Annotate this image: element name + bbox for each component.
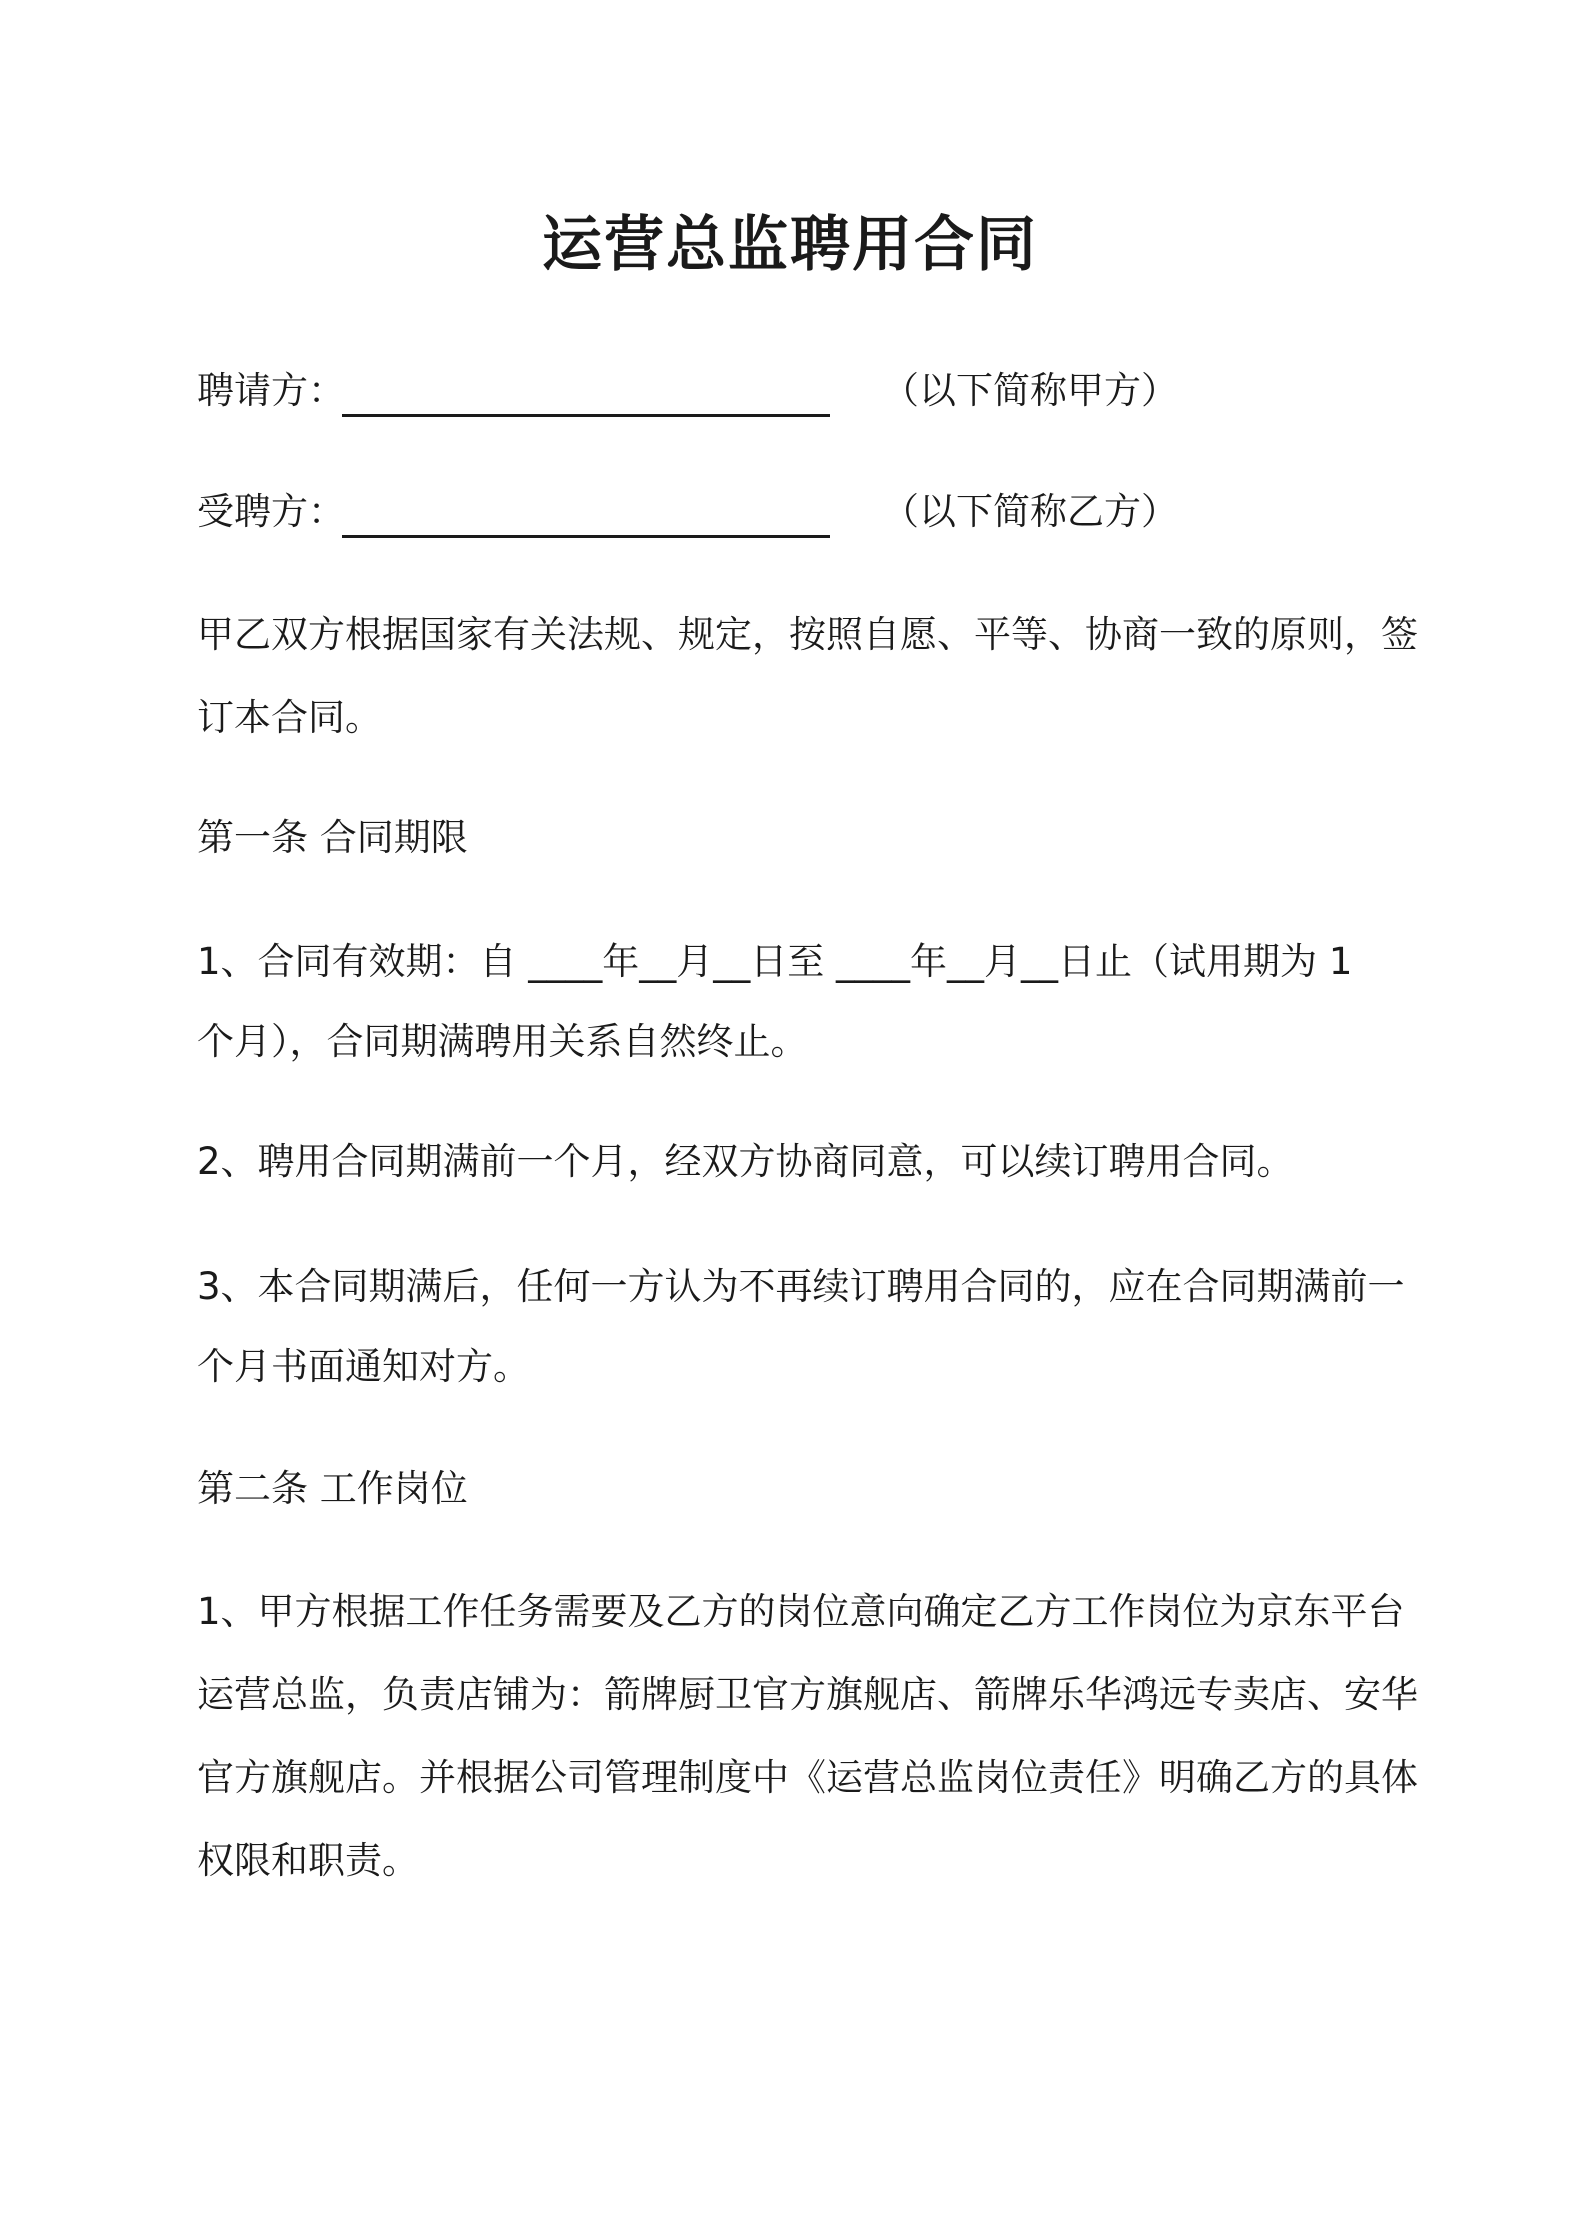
employer-row [197,366,1178,416]
article1-clause1-line-2: 个月），合同期满聘用关系自然终止。 [197,1020,808,1063]
article2-clause1-line-2: 运营总监，负责店铺为：箭牌厨卫官方旗舰店、箭牌乐华鸿远专卖店、安华 [197,1673,1418,1716]
preamble-line-1: 甲乙双方根据国家有关法规、规定，按照自愿、平等、协商一致的原则，签 [197,613,1418,656]
employee-blank-line [342,535,830,538]
employee-label: 受聘方： [197,490,345,533]
employer-note: （以下简称甲方） [882,369,1178,412]
article2-clause1-line-1: 1、甲方根据工作任务需要及乙方的岗位意向确定乙方工作岗位为京东平台 [197,1590,1405,1633]
employer-blank-line [342,414,830,417]
article1-clause1-line-1: 1、合同有效期：自 ____年__月__日至 ____年__月__日止（试用期为 1 [197,940,1353,983]
article2-clause1-line-3: 官方旗舰店。并根据公司管理制度中《运营总监岗位责任》明确乙方的具体 [197,1756,1418,1799]
article1-heading: 第一条 合同期限 [197,816,468,859]
article2-clause1-line-4: 权限和职责。 [197,1839,419,1882]
article2-heading: 第二条 工作岗位 [197,1467,468,1510]
employer-label: 聘请方： [197,369,345,412]
contract-title: 运营总监聘用合同 [542,210,1038,280]
employee-row [197,487,1178,537]
employee-note: （以下简称乙方） [882,490,1178,533]
article1-clause3-line-2: 个月书面通知对方。 [197,1345,530,1388]
article1-clause3-line-1: 3、本合同期满后，任何一方认为不再续订聘用合同的，应在合同期满前一 [197,1265,1405,1308]
article1-clause2: 2、聘用合同期满前一个月，经双方协商同意，可以续订聘用合同。 [197,1140,1294,1183]
preamble-line-2: 订本合同。 [197,696,382,739]
